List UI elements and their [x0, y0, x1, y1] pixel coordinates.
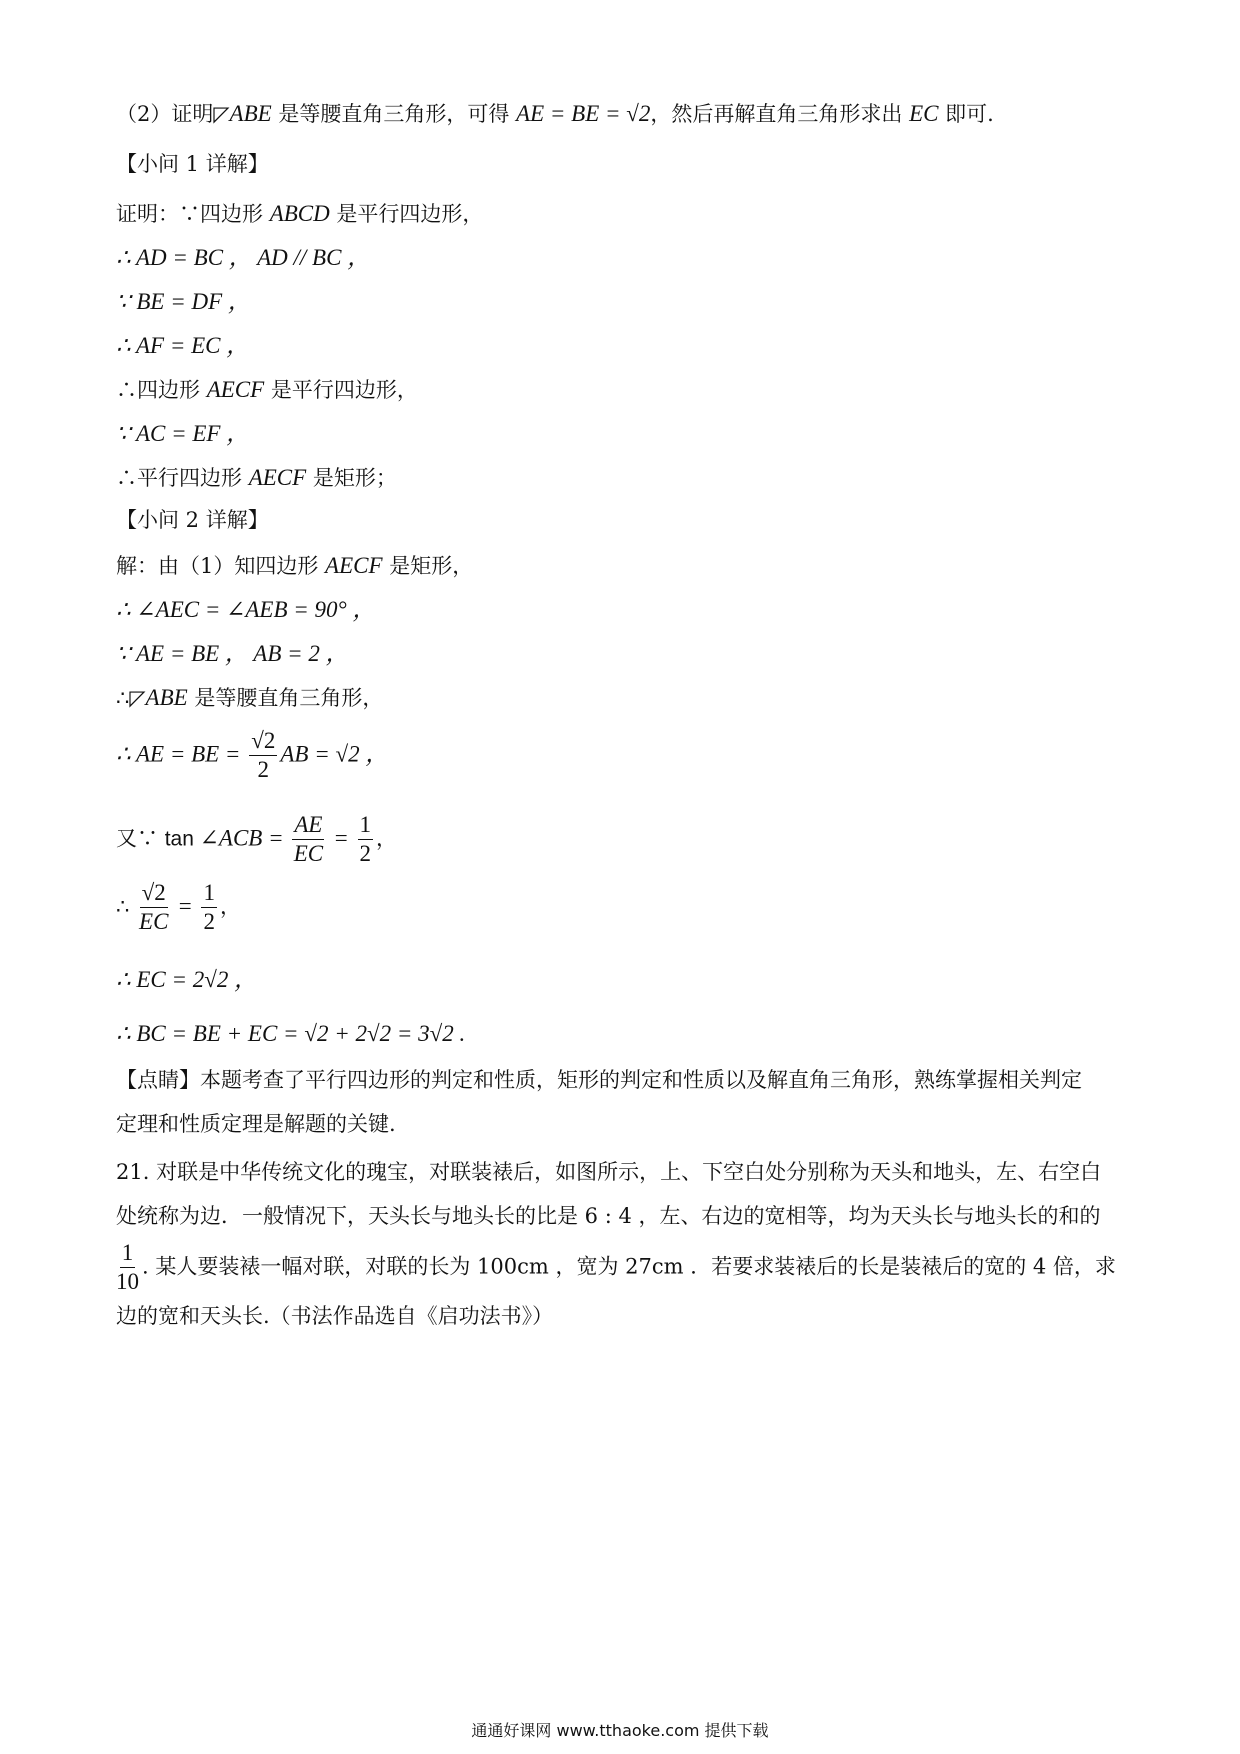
solution-line-6 [116, 812, 1140, 868]
question-21-line-2: 处统称为边．一般情况下，天头长与地头长的比是 6 : 4 ，左、右边的宽相等，均为天头长与地头长的和的 [116, 1204, 1101, 1228]
fraction-one-half [201, 880, 217, 936]
proof-text-post: 是矩形； [306, 466, 397, 490]
fraction-denominator: EC [139, 909, 169, 935]
fraction-one-tenth [116, 1240, 139, 1296]
proof-text-post: 是平行四边形， [264, 378, 418, 402]
fraction-denominator: 2 [203, 909, 215, 935]
section-heading-1: 【小问 1 详解】 [116, 152, 269, 176]
solution-text: ∴ [116, 894, 137, 919]
solution-line-7 [116, 880, 1140, 936]
math-equals: = [171, 893, 199, 919]
hint-text: （2）证明 [116, 102, 214, 126]
footer-source: 通通好课网 www.tthaoke.com 提供下载 [471, 1721, 769, 1740]
fraction-numerator: √2 [249, 728, 277, 756]
math-ec: EC [909, 101, 939, 126]
triangle-icon: ◸ [213, 102, 230, 126]
math-equals: = [327, 825, 355, 851]
fraction-numerator: 1 [201, 880, 217, 908]
fraction-denominator: EC [293, 841, 324, 867]
solution-text-post: 是等腰直角三角形， [187, 686, 384, 710]
fraction-numerator: AE [292, 812, 324, 840]
solution-text-post: ， [219, 894, 241, 919]
proof-text-post: 是平行四边形， [329, 202, 484, 226]
math-abcd: ABCD [269, 201, 330, 226]
math-angle-acb: ∠ACB = [193, 825, 290, 851]
question-21-line-4: 边的宽和天头长.（书法作品选自《启功法书》） [116, 1304, 554, 1328]
solution-text: 解：由（1）知四边形 [116, 554, 326, 578]
question-21-line-3 [116, 1240, 1140, 1296]
proof-line-5 [116, 376, 1140, 404]
math-abe: ABE [145, 685, 188, 710]
fraction-sqrt2-over-ec [139, 880, 168, 936]
solution-text: ∴ [116, 686, 130, 710]
solution-text-post: ， [376, 826, 398, 851]
solution-line-4 [116, 684, 1140, 712]
proof-line-7 [116, 464, 1140, 492]
hint-text-end: 即可. [938, 102, 994, 126]
proof-line-2: ∴ AD = BC ， AD // BC ， [116, 245, 371, 270]
solution-line-8: ∴ EC = 2√2 ， [116, 967, 258, 992]
fraction-numerator: 1 [120, 1240, 136, 1268]
triangle-icon: ◸ [129, 686, 146, 710]
hint-text-post: ，然后再解直角三角形求出 [650, 102, 910, 126]
math-ae-be: AE = BE = √2 [516, 101, 651, 126]
fraction-sqrt2-over-2 [249, 728, 277, 784]
comment-line-1: 【点睛】本题考查了平行四边形的判定和性质，矩形的判定和性质以及解直角三角形，熟练掌握相关判定 [116, 1068, 1082, 1092]
fraction-numerator: √2 [140, 880, 168, 908]
fraction-numerator: 1 [358, 812, 374, 840]
proof-text: ∴平行四边形 [116, 466, 249, 490]
fraction-denominator: 2 [359, 841, 372, 867]
solution-line-3: ∵ AE = BE ， AB = 2 ， [116, 641, 349, 666]
math-aecf: AECF [325, 553, 383, 578]
solution-line-5 [116, 728, 1140, 784]
section-heading-2: 【小问 2 详解】 [116, 508, 269, 532]
hint-text-mid: 是等腰直角三角形，可得 [271, 102, 517, 126]
comment-line-2: 定理和性质定理是解题的关键. [116, 1112, 396, 1136]
solution-line-2: ∴ ∠AEC = ∠AEB = 90° ， [116, 597, 376, 622]
math-ae-be: ∴ AE = BE = [116, 741, 247, 767]
math-ab-sqrt2: AB = √2 ， [280, 741, 389, 767]
fraction-one-half [358, 812, 374, 868]
proof-line-6: ∵ AC = EF ， [116, 421, 250, 446]
math-abe: ABE [229, 101, 272, 126]
fraction-denominator: 10 [116, 1269, 139, 1295]
fraction-denominator: 2 [257, 757, 270, 783]
proof-line-3: ∵ BE = DF ， [116, 289, 251, 314]
solution-line-1 [116, 552, 1140, 580]
math-aecf: AECF [206, 377, 265, 402]
question-text: . 某人要装裱一幅对联，对联的长为 100cm ，宽为 27cm ．若要求装裱后的长是装裱后的宽的 4 倍，求 [142, 1254, 1116, 1279]
proof-line-1 [116, 200, 1140, 228]
proof-text: 证明：∵四边形 [116, 202, 270, 226]
proof-text: ∴四边形 [116, 378, 207, 402]
solution-line-9: ∴ BC = BE + EC = √2 + 2√2 = 3√2 . [116, 1021, 466, 1046]
math-tan: tan [164, 827, 194, 851]
fraction-ae-over-ec [292, 812, 324, 868]
solution-hint-line [116, 100, 1140, 128]
solution-text: 又∵ [116, 826, 165, 851]
question-21-line-1: 21. 对联是中华传统文化的瑰宝，对联装裱后，如图所示，上、下空白处分别称为天头和地头，左、右空白 [116, 1160, 1102, 1184]
solution-text-post: 是矩形， [382, 554, 474, 578]
proof-line-4: ∴ AF = EC ， [116, 333, 250, 358]
math-aecf: AECF [248, 465, 307, 490]
